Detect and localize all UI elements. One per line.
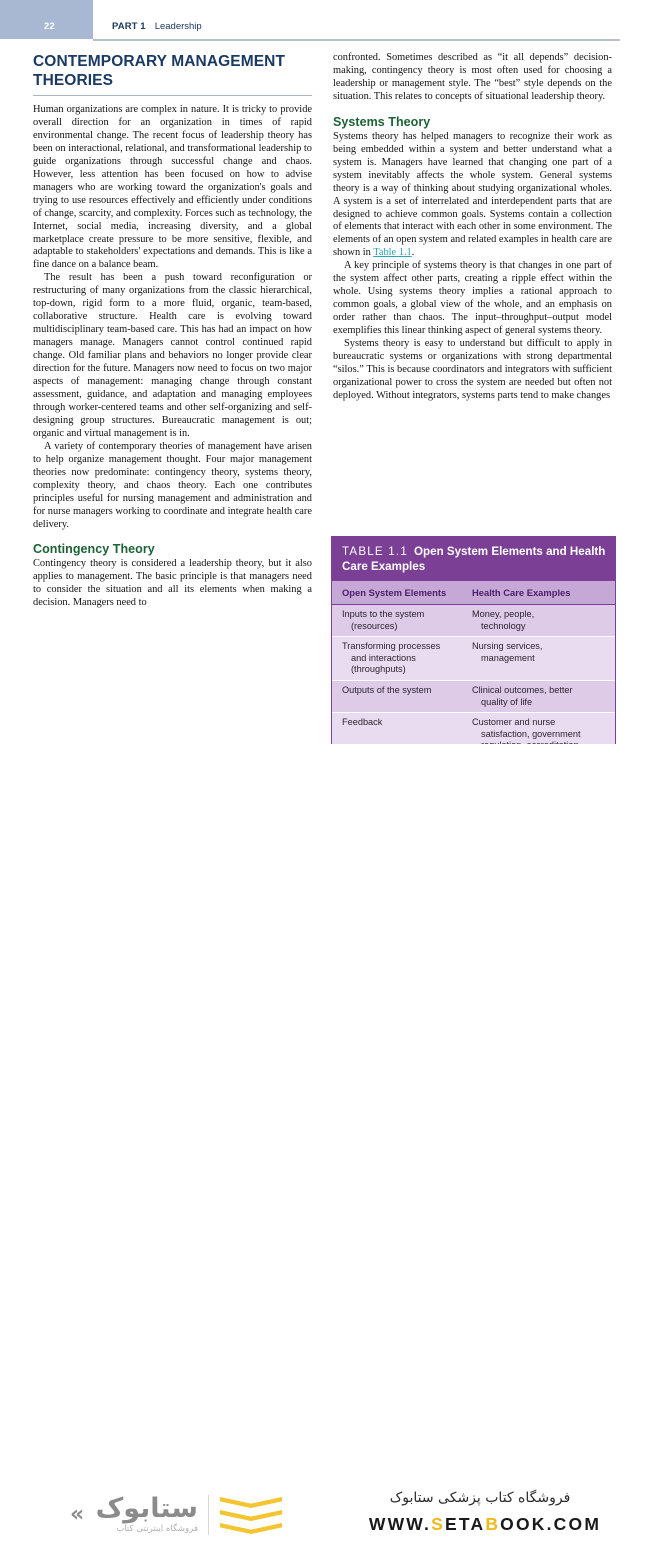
page-running-head [0, 0, 650, 41]
table-cell-example [462, 637, 615, 680]
table-cell-example [462, 605, 615, 636]
cell-line: Feedback [342, 717, 383, 728]
section-heading-systems-theory: Systems Theory [333, 114, 431, 129]
cell-line: Outputs of the system [342, 684, 432, 695]
watermark-url[interactable] [330, 1514, 640, 1535]
part-label: PART 1 [112, 21, 146, 32]
table-cell-element [332, 681, 462, 712]
paragraph-text-tail: . [411, 247, 415, 259]
url-part-highlight: S [431, 1514, 445, 1534]
column-header-health-care-examples: Health Care Examples [472, 587, 571, 598]
table-caption [332, 537, 615, 581]
paragraph: Human organizations are complex in nature. It is tricky to provide overall direction for an organization in times of rapid environmental change. The recent focus of leadership theory has been on interactional, relational, and transformational leadership to guide organizations through successful change and chaos. However, less attention has been focused on how to advise managers who are working toward the organization's goals and trying to use resources effectively and efficiently under conditions of change, scarcity, and complexity. Forces such as technology, the Internet, social media, increasing diversity, and a global marketplace create pressure to be more sensitive, flexible, and adaptable to stakeholders' expectations and demands. This is like a fine dance on a balance beam. [33, 104, 312, 271]
cell-line: Inputs to the system [342, 609, 425, 619]
folio-block [0, 0, 93, 39]
cell-line: management [481, 652, 535, 663]
cell-line: quality of life [481, 696, 533, 707]
logo-divider [208, 1495, 209, 1535]
table-label: TABLE 1.1 [342, 545, 409, 558]
table-cell-element [332, 605, 462, 636]
cell-line: (throughputs) [351, 664, 406, 675]
paragraph: Contingency theory is considered a leadership theory, but it also applies to management. The basic principle is that managers need to consider the situation and all its elements when making a decision. Managers need to [33, 558, 312, 609]
paragraph: A variety of contemporary theories of management have arisen to help organize management thought. Four major management theories now predominate: contingency theory, systems theory, complexity theory, and chaos theory. Each one contributes principles useful for nursing management and administration and for nurse managers working to coordinate and integrate health care delivery. [33, 440, 312, 530]
section-heading-contingency-theory: Contingency Theory [33, 542, 155, 557]
table-row [332, 637, 615, 681]
paragraph: Systems theory is easy to understand but difficult to apply in bureaucratic systems or organizations with strong departmental “silos.” This is because coordinators and integrators with sufficient organizational power to cross the system are needed but often not deployed. Without integrators, systems parts tend to make changes [333, 338, 612, 401]
watermark-persian-text: فروشگاه کتاب پزشکی ستابوک [389, 1490, 571, 1506]
table-cell-example [462, 681, 615, 712]
url-part: WWW. [368, 1514, 432, 1534]
header-rule [93, 39, 620, 41]
paragraph: A key principle of systems theory is that changes in one part of the system affect other parts, creating a ripple effect within the whole. Using systems theory implies a rational approach to common goals, a global view of the whole, and an emphasis on order rather than chaos. The input–throughput–output model exemplifies this linear thinking aspect of general systems theory. [333, 260, 612, 337]
table-title: Open System Elements and Health Care Examples [342, 545, 606, 573]
chevron-stack-icon [220, 1497, 282, 1535]
logo-wordmark: ستابوک [95, 1493, 198, 1524]
url-part: ETA [445, 1514, 486, 1534]
footer-watermark-bar [0, 744, 650, 1534]
cell-line: (resources) [351, 620, 398, 631]
column-header-open-system-elements: Open System Elements [342, 587, 447, 598]
title-divider [33, 95, 312, 96]
table-row [332, 605, 615, 637]
cell-line: Nursing services, [472, 641, 543, 652]
paragraph-text-lead: Systems theory has helped managers to recognize their work as being embedded within a system and better understand what a system is. Managers have learned that changing one part of a system inevitably affects the whole system. General systems theory is a way of thinking about studying organizational wholes. A system is a set of interrelated and interdependent parts that are designed to achieve common goals. Systems contain a collection of elements that interact with each other in some environment. The elements of an open system and related examples in health care are shown in [333, 130, 612, 259]
page-number: 22 [44, 21, 55, 32]
cell-line: technology [481, 620, 526, 631]
setabook-logo [68, 1492, 283, 1542]
breadcrumb [112, 21, 202, 32]
cell-line: Money, people, [472, 609, 535, 619]
logo-tagline: فروشگاه اینترنتی کتاب [116, 1524, 198, 1534]
url-part-highlight: B [485, 1514, 501, 1534]
part-title: Leadership [154, 21, 202, 32]
paragraph: The result has been a push toward reconfiguration or restructuring of many organizations from the classic hierarchical, top-down, rigid form to a more fluid, organic, team-based, collaborative structure. Health care is evolving toward multidisciplinary team-based care. This has had an impact on how managers manage. Managers cannot control continued rapid change. Old familiar plans and behaviors no longer provide clear direction for the future. Managers now need to focus on two major aspects of management: managing change through constant assessment, guidance, and adaptation and managing employees through worker-centered teams and other self-organizing and self-designing group structures. Bureaucratic management is out; organic and virtual management is in. [33, 272, 312, 439]
cell-line: Clinical outcomes, better [472, 684, 573, 695]
left-column [33, 52, 312, 610]
cell-line: Transforming processes [342, 641, 441, 652]
right-column [333, 52, 612, 403]
table-1-1 [331, 536, 616, 758]
table-cross-reference-link[interactable]: Table 1.1 [373, 247, 412, 259]
paragraph: confronted. Sometimes described as “it all depends” decision-making, contingency theory is most often used for choosing a leadership or management style. The “best” style depends on the situation. This relates to concepts of situational leadership theory. [333, 52, 612, 102]
paragraph [333, 131, 612, 261]
cell-line: satisfaction, government [481, 728, 581, 739]
table-row [332, 681, 615, 713]
url-part: OOK.COM [500, 1514, 602, 1534]
cell-line: Customer and nurse [472, 717, 556, 728]
guillemet-icon: « [70, 1502, 85, 1527]
page-title: CONTEMPORARY MANAGEMENT THEORIES [33, 53, 286, 89]
table-cell-element [332, 637, 462, 680]
table-column-header-row [332, 581, 615, 605]
cell-line: and interactions [351, 652, 416, 663]
